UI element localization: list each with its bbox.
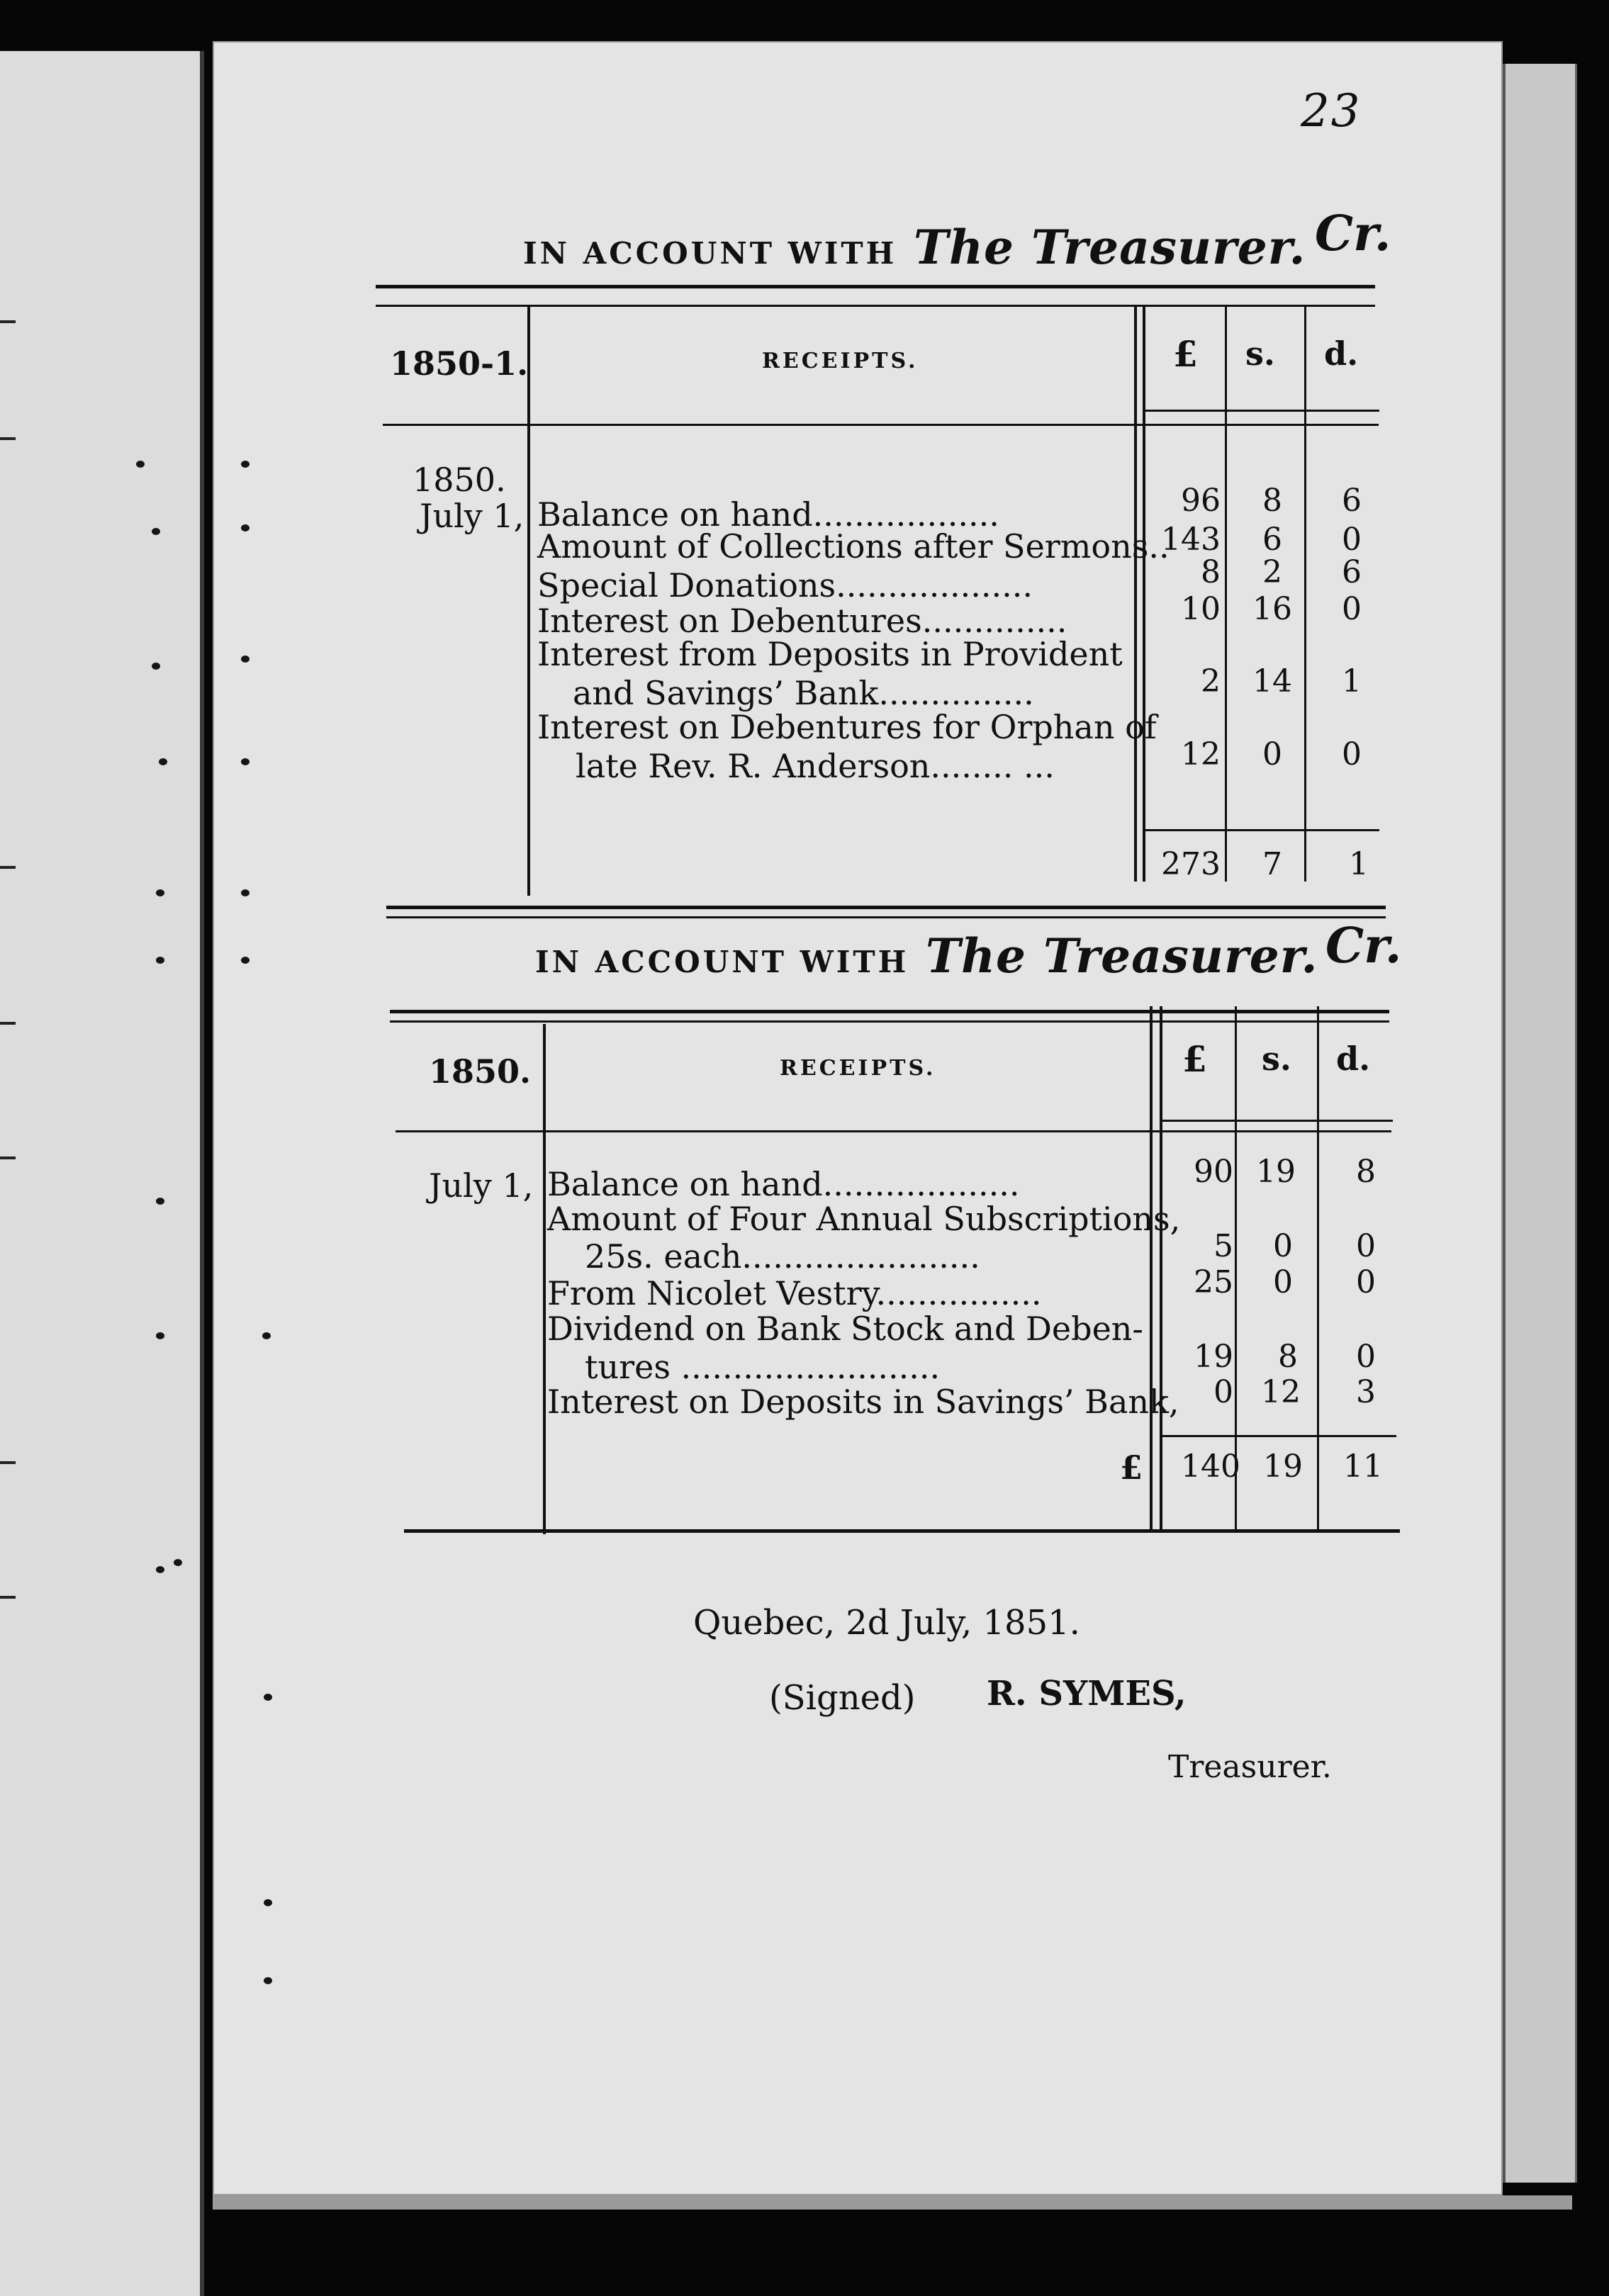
receipt-line-cont: 25s. each....................... [585, 1237, 980, 1276]
amount-shillings: 0 [1273, 1264, 1293, 1300]
margin-mark [0, 1596, 16, 1599]
total-shillings: 19 [1263, 1448, 1303, 1485]
receipt-line: Amount of Collections after Sermons.. [537, 527, 1170, 565]
amount-pounds: 8 [1201, 554, 1221, 590]
receipts-heading: RECEIPTS. [780, 1056, 936, 1081]
receipt-line: Interest on Debentures for Orphan of [537, 708, 1157, 746]
amount-pounds: 5 [1213, 1228, 1233, 1264]
receipt-line: Special Donations................... [537, 566, 1033, 604]
rule [390, 1010, 1389, 1013]
binding-hole [241, 957, 250, 964]
amount-pounds: 96 [1181, 483, 1221, 519]
total-pence: 1 [1349, 846, 1369, 882]
amount-pounds: 0 [1213, 1374, 1233, 1410]
signatory-title: Treasurer. [1168, 1749, 1332, 1785]
col-pounds: £ [1182, 1038, 1207, 1080]
account-header-2 [535, 928, 1318, 984]
binding-hole [264, 1899, 272, 1906]
amount-pence: 0 [1342, 522, 1362, 558]
margin-mark [0, 1022, 16, 1025]
binding-hole [174, 1559, 182, 1566]
binding-hole [156, 889, 164, 896]
receipt-line: Dividend on Bank Stock and Deben- [547, 1310, 1143, 1348]
binding-hole [262, 1332, 271, 1339]
amount-shillings: 0 [1273, 1228, 1293, 1264]
rule [1145, 410, 1379, 412]
receipt-line: Interest on Deposits in Savings’ Bank, [547, 1383, 1179, 1421]
binding-hole [241, 655, 250, 663]
total-pence: 11 [1343, 1448, 1383, 1485]
rule [386, 916, 1386, 918]
total-rule [1145, 829, 1379, 831]
rule [383, 424, 1379, 426]
credit-mark: Cr. [1315, 206, 1391, 262]
binding-hole [241, 889, 250, 896]
header-blackletter: The Treasurer. [913, 220, 1306, 275]
amount-shillings: 8 [1262, 483, 1282, 519]
amount-shillings: 19 [1256, 1154, 1296, 1190]
date-entry: July 1, [420, 497, 525, 535]
credit-mark: Cr. [1325, 918, 1402, 974]
margin-mark [0, 437, 16, 440]
amount-pence: 8 [1356, 1154, 1376, 1190]
amount-shillings: 14 [1252, 663, 1292, 699]
margin-mark [0, 320, 16, 323]
column-rule [543, 1024, 546, 1534]
header-small-caps: IN ACCOUNT WITH [535, 945, 909, 979]
amount-pence: 0 [1356, 1228, 1376, 1264]
margin-mark [0, 866, 16, 869]
amount-pence: 0 [1356, 1264, 1376, 1300]
margin-mark [0, 1461, 16, 1464]
amount-pounds: 90 [1194, 1154, 1233, 1190]
binding-hole [264, 1977, 272, 1984]
total-pounds: 140 [1181, 1448, 1240, 1485]
amount-shillings: 16 [1252, 591, 1292, 627]
header-small-caps: IN ACCOUNT WITH [523, 236, 897, 271]
year-entry: 1850. [413, 461, 506, 499]
col-pounds: £ [1173, 333, 1198, 375]
year-heading: 1850. [429, 1052, 532, 1091]
binding-hole [152, 663, 160, 670]
header-blackletter: The Treasurer. [925, 928, 1318, 984]
amount-pounds: 25 [1194, 1264, 1233, 1300]
binding-hole [241, 461, 250, 468]
amount-pounds: 19 [1194, 1339, 1233, 1375]
col-shillings: s. [1262, 1040, 1291, 1078]
binding-hole [156, 1566, 164, 1573]
binding-hole [156, 1332, 164, 1339]
amount-pence: 0 [1342, 591, 1362, 627]
receipts-heading: RECEIPTS. [762, 349, 919, 373]
binding-hole [241, 524, 250, 531]
amount-pence: 3 [1356, 1374, 1376, 1410]
col-pence: d. [1336, 1040, 1371, 1078]
binding-hole [241, 758, 250, 765]
receipt-line: Balance on hand................... [547, 1165, 1020, 1203]
column-rule [1225, 306, 1227, 882]
binding-hole [152, 528, 160, 535]
year-heading: 1850-1. [390, 344, 529, 383]
signatory-name: R. SYMES, [987, 1674, 1187, 1713]
column-rule [1150, 1006, 1153, 1531]
amount-pence: 0 [1356, 1339, 1376, 1375]
amount-pounds: 143 [1161, 522, 1221, 558]
amount-shillings: 6 [1262, 522, 1282, 558]
page-edge-shadow [1503, 64, 1577, 2183]
receipt-line: Balance on hand.................. [537, 495, 999, 534]
amount-shillings: 12 [1261, 1374, 1301, 1410]
amount-pounds: 12 [1181, 736, 1221, 772]
signed-label: (Signed) [769, 1678, 916, 1718]
amount-pounds: 2 [1201, 663, 1221, 699]
col-pence: d. [1324, 334, 1359, 373]
receipt-line-cont: and Savings’ Bank............... [573, 674, 1034, 712]
receipt-line: Interest from Deposits in Provident [537, 635, 1123, 673]
rule [390, 1020, 1389, 1023]
facing-page [0, 51, 204, 2296]
total-pounds: 273 [1161, 846, 1221, 882]
date-entry: July 1, [429, 1166, 534, 1205]
rule [386, 906, 1386, 909]
total-currency-mark: £ [1120, 1448, 1143, 1487]
amount-pence: 6 [1342, 483, 1362, 519]
rule [1162, 1120, 1393, 1122]
rule [376, 285, 1375, 288]
rule [404, 1529, 1400, 1533]
page-number: 23 [1301, 85, 1362, 137]
receipt-line-cont: tures ......................... [585, 1348, 941, 1386]
binding-hole [159, 758, 167, 765]
binding-hole [264, 1694, 272, 1701]
receipt-line: Interest on Debentures.............. [537, 602, 1067, 640]
total-rule [1162, 1435, 1396, 1437]
margin-mark [0, 1157, 16, 1159]
place-date: Quebec, 2d July, 1851. [693, 1603, 1080, 1643]
amount-shillings: 8 [1278, 1339, 1298, 1375]
page-bottom-edge [213, 2195, 1572, 2210]
amount-shillings: 2 [1262, 554, 1282, 590]
binding-hole [156, 1198, 164, 1205]
receipt-line: From Nicolet Vestry................ [547, 1274, 1042, 1312]
column-rule [1134, 306, 1137, 882]
amount-pence: 0 [1342, 736, 1362, 772]
binding-hole [136, 461, 145, 468]
amount-shillings: 0 [1262, 736, 1282, 772]
receipt-line: Amount of Four Annual Subscriptions, [547, 1200, 1181, 1238]
account-header [523, 220, 1306, 275]
binding-hole [156, 957, 164, 964]
receipt-line-cont: late Rev. R. Anderson........ ... [576, 747, 1055, 785]
column-rule [527, 306, 530, 896]
total-shillings: 7 [1262, 846, 1282, 882]
amount-pounds: 10 [1181, 591, 1221, 627]
amount-pence: 6 [1342, 554, 1362, 590]
amount-pence: 1 [1342, 663, 1362, 699]
col-shillings: s. [1245, 334, 1275, 373]
